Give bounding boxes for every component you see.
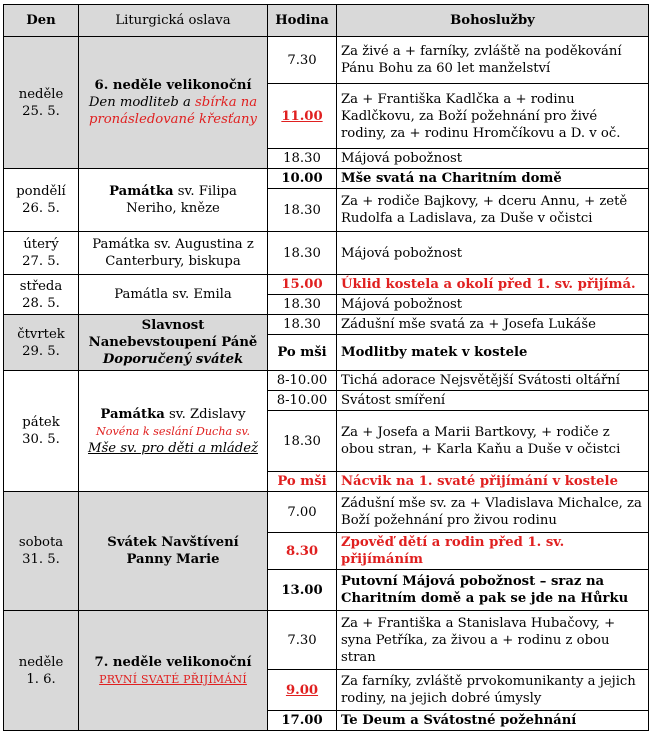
feast-cell: Památla sv. Emila <box>79 275 268 315</box>
day-name: středa <box>19 278 63 294</box>
day-name: sobota <box>18 535 64 550</box>
feast-title: 6. neděle velikonoční <box>94 78 252 93</box>
service-cell: Za farníky, zvláště prvokomunikanty a jejich rodiny, na jejich dobré úmysly <box>337 670 649 711</box>
day-name: čtvrtek <box>17 326 65 342</box>
header-bohosluzby: Bohoslužby <box>337 5 649 37</box>
header-row <box>4 5 649 37</box>
feast-label: Památka <box>109 184 174 199</box>
feast-title: sv. Zdislavy <box>164 406 246 422</box>
service-cell: Úklid kostela a okolí před 1. sv. přijímá. <box>337 275 649 295</box>
service-cell: Te Deum a Svátostné požehnání <box>337 711 649 731</box>
service-cell: Zádušní mše svatá za + Josefa Lukáše <box>337 315 649 335</box>
day-date: 25. 5. <box>22 103 60 119</box>
time-cell: 17.00 <box>268 711 337 731</box>
time-cell: 9.00 <box>268 670 337 711</box>
feast-cell <box>79 611 268 731</box>
table-row <box>4 232 649 275</box>
day-name: neděle <box>18 654 64 670</box>
table-row <box>4 371 649 391</box>
service-cell: Májová pobožnost <box>337 295 649 315</box>
service-cell: Zádušní mše sv. za + Vladislava Michalce, za Boží požehnání pro živou rodinu <box>337 492 649 533</box>
header-oslava: Liturgická oslava <box>79 5 268 37</box>
time-cell: 11.00 <box>268 84 337 149</box>
time-cell: 13.00 <box>268 570 337 611</box>
day-cell <box>4 492 79 611</box>
time-cell: 7.30 <box>268 37 337 84</box>
service-cell: Putovní Májová pobožnost – sraz na Charitním domě a pak se jde na Hůrku <box>337 570 649 611</box>
time-cell: 18.30 <box>268 232 337 275</box>
time-cell: 8-10.00 <box>268 391 337 411</box>
day-name: pondělí <box>16 184 66 199</box>
day-cell <box>4 232 79 275</box>
time-cell: 18.30 <box>268 295 337 315</box>
feast-note-red: PRVNÍ SVATÉ PŘIJÍMÁNÍ <box>99 672 247 686</box>
feast-cell <box>79 169 268 232</box>
feast-note-red: sbírka na pronásledované křesťany <box>89 95 258 127</box>
feast-title: Slavnost Nanebevstoupení Páně <box>88 318 258 350</box>
feast-cell: Památka sv. Augustina z Canterbury, biskupa <box>79 232 268 275</box>
day-name: pátek <box>22 415 60 430</box>
service-cell: Nácvik na 1. svaté přijímání v kostele <box>337 472 649 492</box>
time-cell: 7.30 <box>268 611 337 670</box>
service-cell: Tichá adorace Nejsvětější Svátosti oltářní <box>337 371 649 391</box>
feast-cell <box>79 315 268 371</box>
day-cell <box>4 371 79 492</box>
feast-title: sv. Filipa Neriho, kněze <box>126 184 237 216</box>
service-cell: Za + Františka Kadlčka a + rodinu Kadlčkovu, za Boží požehnání pro živé rodiny, za + rodinu Hromčíkovu a D. v oč. <box>337 84 649 149</box>
service-cell: Svátost smíření <box>337 391 649 411</box>
day-date: 27. 5. <box>22 254 60 269</box>
table-row <box>4 492 649 533</box>
time-cell: 8.30 <box>268 533 337 570</box>
day-name: úterý <box>23 237 59 252</box>
time-cell: 7.00 <box>268 492 337 533</box>
feast-note: Den modliteb a <box>88 95 196 110</box>
header-hodina: Hodina <box>268 5 337 37</box>
header-den: Den <box>4 5 79 37</box>
service-cell: Za živé a + farníky, zvláště na poděkování Pánu Bohu za 60 let manželství <box>337 37 649 84</box>
time-cell: Po mši <box>268 472 337 492</box>
time-cell: Po mši <box>268 335 337 371</box>
day-date: 29. 5. <box>22 343 60 359</box>
service-cell: Mše svatá na Charitním domě <box>337 169 649 189</box>
table-row <box>4 37 649 84</box>
table-row <box>4 169 649 189</box>
time-cell: 8-10.00 <box>268 371 337 391</box>
service-cell: Za + Josefa a Marii Bartkovy, + rodiče z obou stran, + Karla Kaňu a Duše v očistci <box>337 411 649 472</box>
table-row <box>4 611 649 670</box>
service-cell: Za + rodiče Bajkovy, + dceru Annu, + zetě Rudolfa a Ladislava, za Duše v očistci <box>337 189 649 232</box>
service-cell: Májová pobožnost <box>337 149 649 169</box>
day-cell <box>4 37 79 169</box>
time-cell: 18.30 <box>268 411 337 472</box>
table-row <box>4 275 649 295</box>
time-cell: 18.30 <box>268 315 337 335</box>
time-cell: 18.30 <box>268 189 337 232</box>
day-date: 26. 5. <box>22 201 60 216</box>
service-cell: Za + Františka a Stanislava Hubačovy, + syna Petříka, za živou a + rodinu z obou stran <box>337 611 649 670</box>
day-date: 30. 5. <box>22 432 60 447</box>
service-cell: Zpověď dětí a rodin před 1. sv. přijímáním <box>337 533 649 570</box>
day-date: 31. 5. <box>22 552 60 567</box>
day-date: 28. 5. <box>22 295 60 311</box>
schedule-table <box>3 4 649 731</box>
day-date: 1. 6. <box>26 671 56 687</box>
table-row <box>4 315 649 335</box>
feast-title: 7. neděle velikonoční <box>94 654 252 670</box>
feast-cell <box>79 37 268 169</box>
day-name: neděle <box>18 86 64 102</box>
time-cell: 15.00 <box>268 275 337 295</box>
feast-cell: Svátek Navštívení Panny Marie <box>79 492 268 611</box>
feast-note: Doporučený svátek <box>102 352 244 367</box>
service-cell: Májová pobožnost <box>337 232 649 275</box>
time-cell: 10.00 <box>268 169 337 189</box>
service-cell: Modlitby matek v kostele <box>337 335 649 371</box>
day-cell <box>4 315 79 371</box>
day-cell <box>4 611 79 731</box>
feast-note-red: Novéna k seslání Ducha sv. <box>95 424 251 438</box>
day-cell <box>4 169 79 232</box>
time-cell: 18.30 <box>268 149 337 169</box>
day-cell <box>4 275 79 315</box>
feast-note: Mše sv. pro děti a mládež <box>88 440 258 456</box>
feast-label: Památka <box>100 406 165 422</box>
feast-cell <box>79 371 268 492</box>
